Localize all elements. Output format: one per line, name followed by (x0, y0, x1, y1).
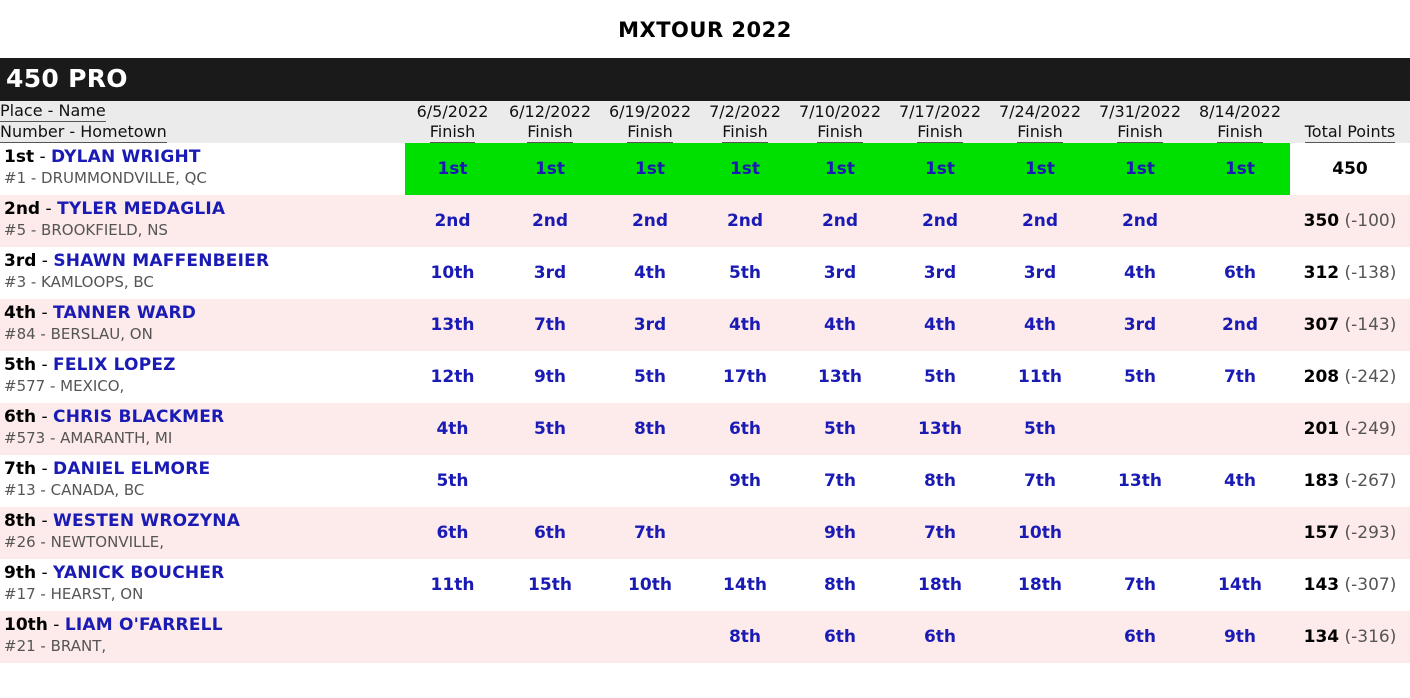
header-round-3 (600, 101, 700, 143)
rider-cell (0, 195, 405, 247)
finish-cell (600, 455, 700, 507)
finish-cell: 6th (823, 627, 857, 647)
rider-name-link[interactable]: TANNER WARD (53, 303, 197, 323)
rider-name-link[interactable]: CHRIS BLACKMER (53, 407, 225, 427)
rider-number-hometown: #26 - NEWTONVILLE, (4, 533, 164, 551)
finish-cell: 4th (1123, 263, 1157, 283)
round-finish-label: Finish (1117, 122, 1163, 141)
total-points-cell (1290, 299, 1410, 351)
total-points-value: 143 (1303, 575, 1340, 595)
total-points-value: 157 (1303, 523, 1340, 543)
points-gap: (-249) (1339, 419, 1397, 439)
rider-cell (0, 455, 405, 507)
header-round-8 (1090, 101, 1190, 143)
page-title: MXTOUR 2022 (618, 18, 792, 42)
rider-place-name (4, 614, 405, 636)
total-points-value: 208 (1303, 367, 1340, 387)
round-finish-label: Finish (429, 122, 476, 141)
finish-cell: 7th (533, 315, 567, 335)
total-points-value: 134 (1303, 627, 1340, 647)
header-name-column (0, 101, 405, 143)
round-date: 8/14/2022 (1198, 102, 1282, 121)
round-finish-label: Finish (627, 122, 673, 141)
rider-name-link[interactable]: DYLAN WRIGHT (51, 147, 201, 167)
separator: - (36, 511, 54, 531)
points-gap: (-293) (1339, 523, 1397, 543)
round-finish-label: Finish (1217, 122, 1263, 141)
finish-cell: 4th (923, 315, 957, 335)
table-row (0, 403, 1410, 455)
finish-cell: 18th (918, 575, 962, 595)
separator: - (36, 251, 54, 271)
header-round-9 (1190, 101, 1290, 143)
finish-cell: 8th (823, 575, 857, 595)
finish-cell: 7th (633, 523, 667, 543)
finish-cell: 1st (1090, 143, 1190, 195)
finish-cell: 6th (1123, 627, 1157, 647)
points-gap: (-316) (1339, 627, 1397, 647)
rider-cell (0, 611, 405, 663)
round-date: 7/31/2022 (1098, 102, 1182, 121)
finish-cell: 5th (1023, 419, 1057, 439)
finish-cell: 8th (923, 471, 957, 491)
rider-place: 1st (4, 147, 35, 167)
finish-cell: 2nd (921, 211, 959, 231)
separator: - (36, 563, 54, 583)
rider-name-link[interactable]: DANIEL ELMORE (53, 459, 211, 479)
rider-cell (0, 559, 405, 611)
rider-place-name (4, 562, 405, 584)
finish-cell: 7th (923, 523, 957, 543)
finish-cell: 1st (700, 143, 790, 195)
rider-place: 4th (4, 303, 37, 323)
finish-cell (700, 507, 790, 559)
finish-cell: 9th (823, 523, 857, 543)
table-row (0, 195, 1410, 247)
rider-place: 3rd (4, 251, 37, 271)
finish-cell: 1st (500, 143, 600, 195)
separator: - (36, 303, 54, 323)
total-points-cell (1290, 351, 1410, 403)
class-banner: 450 PRO (0, 58, 1410, 101)
round-date: 7/24/2022 (998, 102, 1082, 121)
finish-cell: 8th (728, 627, 762, 647)
rider-cell (0, 143, 405, 195)
finish-cell (1190, 403, 1290, 455)
rider-place-name (4, 302, 405, 324)
round-finish-label: Finish (1017, 122, 1063, 141)
finish-cell: 8th (633, 419, 667, 439)
separator: - (36, 355, 54, 375)
total-points-value: 307 (1303, 315, 1340, 335)
finish-cell: 5th (823, 419, 857, 439)
finish-cell: 4th (728, 315, 762, 335)
points-gap: (-100) (1339, 211, 1397, 231)
rider-number-hometown: #5 - BROOKFIELD, NS (4, 221, 168, 239)
finish-cell: 15th (528, 575, 572, 595)
rider-place: 5th (4, 355, 37, 375)
finish-cell: 1st (790, 143, 890, 195)
total-points-cell (1290, 611, 1410, 663)
rider-place: 8th (4, 511, 37, 531)
rider-place-name (4, 198, 405, 220)
finish-cell (1190, 195, 1290, 247)
separator: - (34, 147, 52, 167)
table-row (0, 299, 1410, 351)
finish-cell: 3rd (1023, 263, 1057, 283)
rider-cell (0, 507, 405, 559)
round-finish-label: Finish (917, 122, 963, 141)
finish-cell: 4th (436, 419, 469, 439)
finish-cell: 10th (430, 263, 475, 283)
table-row (0, 351, 1410, 403)
rider-cell (0, 299, 405, 351)
finish-cell: 18th (1018, 575, 1062, 595)
finish-cell: 2nd (821, 211, 859, 231)
finish-cell: 13th (918, 419, 962, 439)
finish-cell: 6th (1223, 263, 1257, 283)
finish-cell: 9th (728, 471, 762, 491)
finish-cell: 2nd (1021, 211, 1059, 231)
total-points-cell (1290, 195, 1410, 247)
round-date: 6/12/2022 (508, 102, 592, 121)
table-body (0, 143, 1410, 663)
finish-cell: 5th (533, 419, 567, 439)
separator: - (47, 615, 65, 635)
rider-number-hometown: #21 - BRANT, (4, 637, 107, 655)
total-points-value: 183 (1303, 471, 1340, 491)
table-row (0, 143, 1410, 195)
separator: - (40, 199, 58, 219)
finish-cell: 1st (405, 143, 500, 195)
rider-place: 2nd (4, 199, 41, 219)
round-finish-label: Finish (722, 122, 768, 141)
total-points-value: 201 (1303, 419, 1340, 439)
header-round-4 (700, 101, 790, 143)
header-round-2 (500, 101, 600, 143)
finish-cell: 12th (430, 367, 475, 387)
rider-place-name (4, 406, 405, 428)
finish-cell: 13th (818, 367, 862, 387)
finish-cell: 4th (823, 315, 857, 335)
rider-name-link[interactable]: YANICK BOUCHER (53, 563, 225, 583)
finish-cell (1090, 507, 1190, 559)
finish-cell: 14th (723, 575, 767, 595)
header-number-hometown: Number - Hometown (0, 122, 167, 141)
rider-place-name (4, 354, 405, 376)
table-row (0, 247, 1410, 299)
finish-cell: 14th (1218, 575, 1262, 595)
finish-cell: 13th (430, 315, 475, 335)
round-date: 6/5/2022 (416, 102, 489, 121)
rider-cell (0, 351, 405, 403)
finish-cell: 10th (1018, 523, 1062, 543)
finish-cell (1190, 507, 1290, 559)
finish-cell: 6th (533, 523, 567, 543)
total-points-cell (1290, 559, 1410, 611)
finish-cell (405, 611, 500, 663)
finish-cell (500, 611, 600, 663)
finish-cell: 2nd (531, 211, 569, 231)
finish-cell: 4th (1023, 315, 1057, 335)
header-round-7 (990, 101, 1090, 143)
rider-name-link[interactable]: TYLER MEDAGLIA (57, 199, 226, 219)
total-points-value: 350 (1303, 211, 1340, 231)
rider-number-hometown: #1 - DRUMMONDVILLE, QC (4, 169, 207, 187)
total-points-cell (1290, 507, 1410, 559)
total-points-cell (1290, 455, 1410, 507)
finish-cell: 2nd (631, 211, 669, 231)
finish-cell: 9th (533, 367, 567, 387)
round-finish-label: Finish (817, 122, 863, 141)
header-round-5 (790, 101, 890, 143)
finish-cell (1090, 403, 1190, 455)
header-round-6 (890, 101, 990, 143)
points-gap: (-242) (1339, 367, 1397, 387)
finish-cell: 7th (823, 471, 857, 491)
header-total-points: Total Points (1290, 101, 1410, 143)
finish-cell: 1st (890, 143, 990, 195)
round-date: 7/17/2022 (898, 102, 982, 121)
finish-cell: 13th (1118, 471, 1162, 491)
total-points-cell (1290, 403, 1410, 455)
rider-number-hometown: #3 - KAMLOOPS, BC (4, 273, 154, 291)
finish-cell: 5th (436, 471, 469, 491)
rider-place-name (4, 510, 405, 532)
rider-place: 7th (4, 459, 37, 479)
finish-cell: 5th (728, 263, 762, 283)
round-date: 7/2/2022 (709, 102, 781, 121)
rider-number-hometown: #17 - HEARST, ON (4, 585, 144, 603)
table-row (0, 455, 1410, 507)
rider-number-hometown: #84 - BERSLAU, ON (4, 325, 153, 343)
rider-place-name (4, 458, 405, 480)
round-finish-label: Finish (527, 122, 573, 141)
finish-cell: 3rd (533, 263, 567, 283)
finish-cell: 1st (990, 143, 1090, 195)
finish-cell: 17th (723, 367, 767, 387)
rider-place: 10th (4, 615, 48, 635)
finish-cell: 3rd (633, 315, 667, 335)
rider-place: 6th (4, 407, 37, 427)
total-points-cell (1290, 247, 1410, 299)
rider-name-link[interactable]: LIAM O'FARRELL (64, 615, 223, 635)
finish-cell: 7th (1023, 471, 1057, 491)
rider-place: 9th (4, 563, 37, 583)
finish-cell (600, 611, 700, 663)
rider-number-hometown: #577 - MEXICO, (4, 377, 125, 395)
finish-cell: 3rd (923, 263, 957, 283)
total-points-value: 450 (1332, 159, 1368, 179)
finish-cell: 9th (1223, 627, 1257, 647)
finish-cell: 10th (628, 575, 672, 595)
total-points-cell (1290, 143, 1410, 195)
rider-cell (0, 403, 405, 455)
finish-cell: 7th (1123, 575, 1157, 595)
header-place-name: Place - Name (0, 101, 106, 120)
rider-place-name (4, 146, 405, 168)
finish-cell: 5th (633, 367, 667, 387)
finish-cell: 6th (728, 419, 762, 439)
results-table (0, 101, 1410, 663)
separator: - (36, 459, 54, 479)
total-points-value: 312 (1303, 263, 1340, 283)
finish-cell: 7th (1223, 367, 1257, 387)
rider-number-hometown: #573 - AMARANTH, MI (4, 429, 173, 447)
finish-cell: 2nd (726, 211, 764, 231)
finish-cell: 4th (1223, 471, 1257, 491)
table-row (0, 611, 1410, 663)
finish-cell (500, 455, 600, 507)
finish-cell: 2nd (1121, 211, 1159, 231)
rider-place-name (4, 250, 405, 272)
points-gap: (-267) (1339, 471, 1397, 491)
finish-cell: 2nd (1221, 315, 1259, 335)
separator: - (36, 407, 54, 427)
finish-cell: 3rd (1123, 315, 1157, 335)
finish-cell: 6th (923, 627, 957, 647)
round-date: 6/19/2022 (608, 102, 692, 121)
rider-name-link[interactable]: SHAWN MAFFENBEIER (53, 251, 270, 271)
finish-cell: 2nd (434, 211, 471, 231)
finish-cell: 4th (633, 263, 667, 283)
points-gap: (-143) (1339, 315, 1397, 335)
points-gap: (-307) (1339, 575, 1397, 595)
rider-cell (0, 247, 405, 299)
rider-name-link[interactable]: WESTEN WROZYNA (53, 511, 241, 531)
rider-name-link[interactable]: FELIX LOPEZ (53, 355, 176, 375)
header-round-1 (405, 101, 500, 143)
finish-cell: 3rd (823, 263, 857, 283)
finish-cell: 11th (1018, 367, 1062, 387)
finish-cell: 11th (430, 575, 475, 595)
finish-cell: 5th (1123, 367, 1157, 387)
finish-cell: 6th (436, 523, 469, 543)
finish-cell: 5th (923, 367, 957, 387)
round-date: 7/10/2022 (798, 102, 882, 121)
finish-cell: 1st (1190, 143, 1290, 195)
table-row (0, 507, 1410, 559)
points-gap: (-138) (1339, 263, 1397, 283)
table-row (0, 559, 1410, 611)
finish-cell (990, 611, 1090, 663)
finish-cell: 1st (600, 143, 700, 195)
rider-number-hometown: #13 - CANADA, BC (4, 481, 145, 499)
table-header (0, 101, 1410, 143)
